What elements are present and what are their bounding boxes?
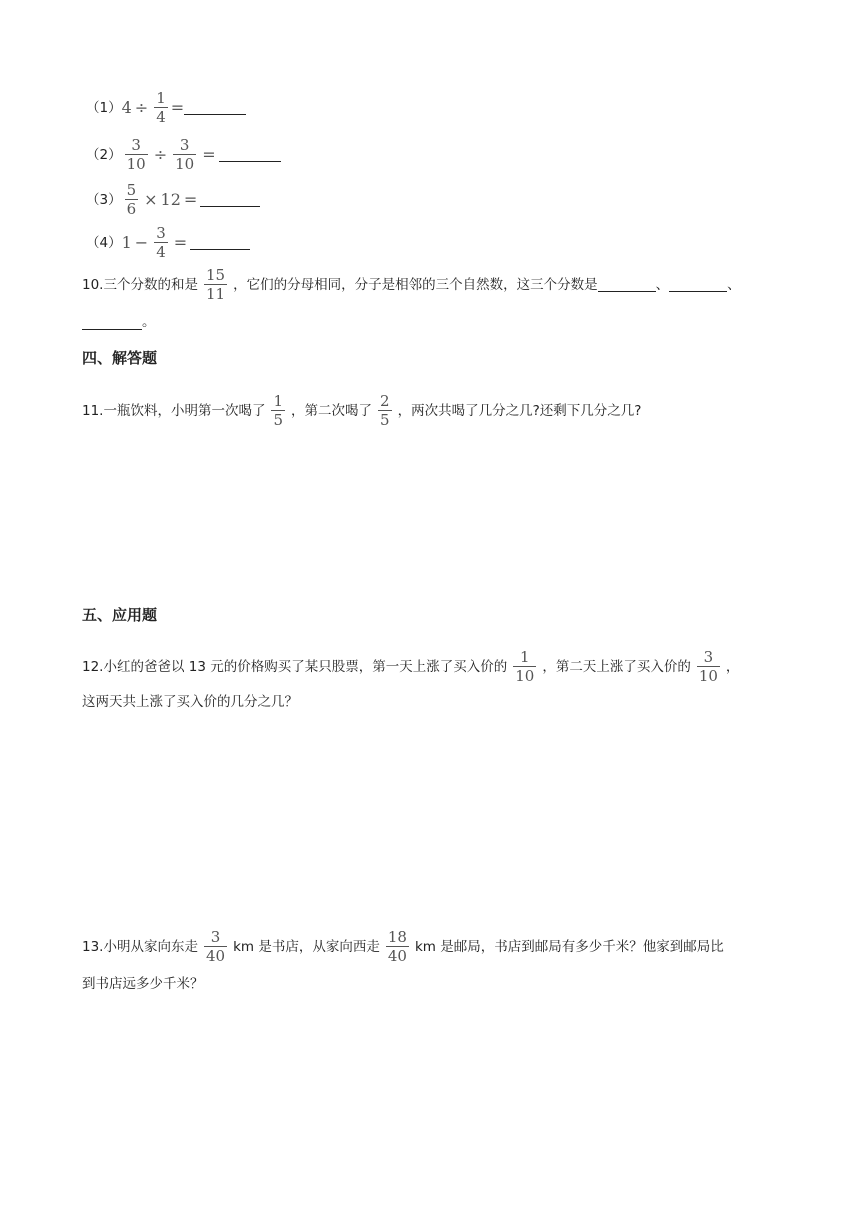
math-whole: 4 <box>121 97 132 117</box>
question-11 <box>82 393 641 428</box>
denominator: 10 <box>698 667 718 685</box>
question-text: 12.小红的爸爸以 13 元的价格购买了某只股票，第一天上涨了买入价的 <box>82 658 508 675</box>
fraction <box>271 393 285 428</box>
answer-blank[interactable] <box>598 277 656 292</box>
fraction <box>386 929 409 964</box>
question-10-cont <box>82 312 156 332</box>
question-text: 这两天共上涨了买入价的几分之几？ <box>82 694 298 710</box>
denominator: 4 <box>156 108 166 126</box>
fraction <box>697 649 720 684</box>
answer-blank[interactable] <box>200 192 260 207</box>
fraction <box>125 182 139 217</box>
equals-sign: = <box>202 144 216 164</box>
question-text: ，第二次喝了 <box>291 402 373 419</box>
fraction <box>125 137 148 172</box>
fraction <box>378 393 392 428</box>
denominator: 10 <box>175 155 195 173</box>
exercise-1 <box>86 90 246 125</box>
denominator: 11 <box>205 285 226 303</box>
exercise-3 <box>86 182 260 217</box>
separator: 、 <box>655 276 670 293</box>
question-13 <box>82 929 724 964</box>
question-text: ， <box>725 658 740 675</box>
exercise-label: （2） <box>86 146 122 163</box>
numerator: 3 <box>131 136 141 154</box>
math-whole: 1 <box>121 232 132 252</box>
answer-blank[interactable] <box>82 315 142 330</box>
question-text: 10.三个分数的和是 <box>82 276 198 293</box>
math-whole: 12 <box>160 189 181 209</box>
denominator: 10 <box>126 155 146 173</box>
fraction <box>173 137 196 172</box>
numerator: 1 <box>520 648 530 666</box>
question-text: km 是邮局，书店到邮局有多少千米？他家到邮局比 <box>414 938 724 955</box>
exercise-label: （1） <box>86 99 122 116</box>
separator: 、 <box>727 276 741 293</box>
fraction <box>204 929 227 964</box>
exercise-4 <box>86 225 250 260</box>
exercise-label: （3） <box>86 191 122 208</box>
question-10 <box>82 267 741 302</box>
denominator: 10 <box>515 667 535 685</box>
divide-sign: ÷ <box>134 97 149 117</box>
question-text: 11.一瓶饮料，小明第一次喝了 <box>82 402 266 419</box>
denominator: 4 <box>156 243 166 261</box>
numerator: 3 <box>210 928 221 946</box>
question-text: ，第二天上涨了买入价的 <box>542 658 691 675</box>
numerator: 3 <box>703 648 714 666</box>
answer-blank[interactable] <box>184 100 246 115</box>
question-12-cont <box>82 692 298 712</box>
equals-sign: = <box>183 189 198 209</box>
fraction <box>154 90 168 125</box>
numerator: 5 <box>126 181 137 199</box>
denominator: 5 <box>380 411 390 429</box>
equals-sign: = <box>173 232 188 252</box>
fraction <box>513 649 536 684</box>
divide-sign: ÷ <box>153 144 168 164</box>
exercise-2 <box>86 137 281 172</box>
question-text: ，两次共喝了几分之几?还剩下几分之几? <box>397 402 642 419</box>
question-12 <box>82 649 739 684</box>
exercise-label: （4） <box>86 234 122 251</box>
answer-blank[interactable] <box>219 147 281 162</box>
numerator: 1 <box>156 89 166 107</box>
period: 。 <box>142 314 156 330</box>
numerator: 2 <box>380 392 390 410</box>
question-text: km 是书店，从家向西走 <box>233 938 380 955</box>
question-text: ，它们的分母相同，分子是相邻的三个自然数，这三个分数是 <box>233 276 598 293</box>
question-text: 到书店远多少千米？ <box>82 976 204 992</box>
denominator: 40 <box>205 947 226 965</box>
question-13-cont <box>82 974 204 994</box>
denominator: 40 <box>387 947 407 965</box>
numerator: 3 <box>156 224 166 242</box>
answer-blank[interactable] <box>669 277 727 292</box>
answer-blank[interactable] <box>190 235 250 250</box>
denominator: 6 <box>126 200 137 218</box>
multiply-sign: × <box>144 189 158 209</box>
section-heading: 四、解答题 <box>82 349 158 367</box>
question-text: 13.小明从家向东走 <box>82 938 198 955</box>
fraction <box>154 225 168 260</box>
fraction <box>204 267 227 302</box>
numerator: 1 <box>273 392 284 410</box>
minus-sign: − <box>134 232 149 252</box>
numerator: 15 <box>205 266 226 284</box>
numerator: 3 <box>179 136 190 154</box>
numerator: 18 <box>387 928 407 946</box>
denominator: 5 <box>273 411 284 429</box>
equals-sign: = <box>170 97 185 117</box>
section-heading: 五、应用题 <box>82 606 158 624</box>
